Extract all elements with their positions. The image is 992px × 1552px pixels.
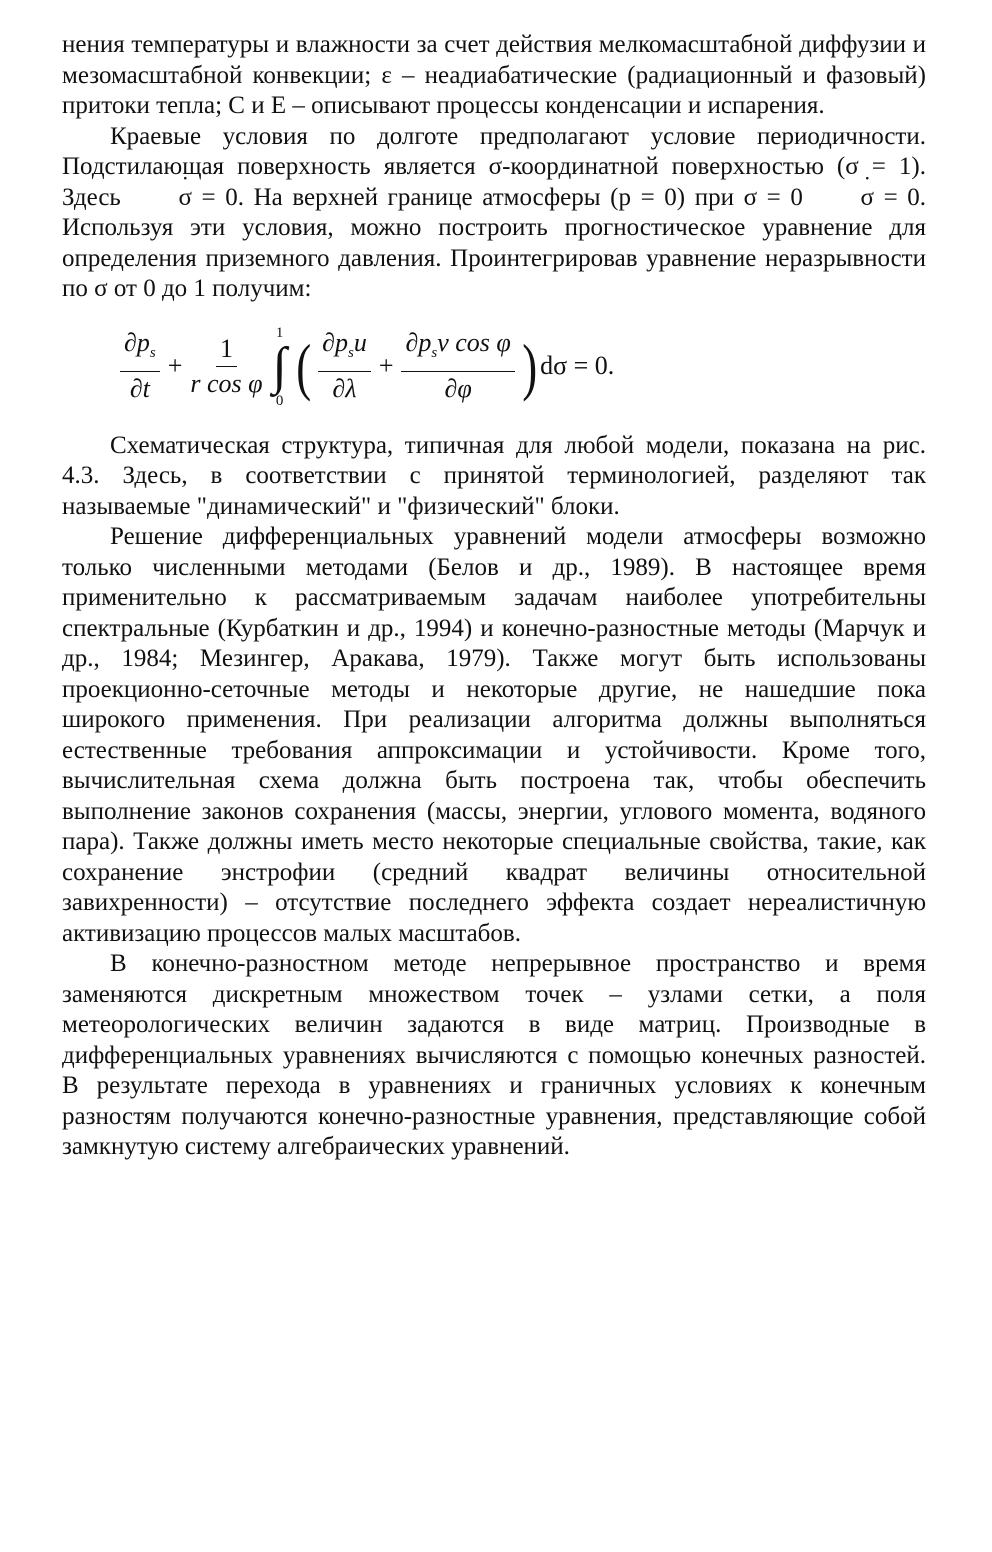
- numerator-b: u: [353, 328, 367, 358]
- fraction-1-rcos: [190, 334, 262, 400]
- integral-lower-limit: 0: [275, 392, 284, 409]
- integral-sign: [273, 325, 287, 409]
- subscript-s: s: [149, 345, 156, 362]
- denominator: r cos φ: [190, 369, 263, 398]
- right-parenthesis: ): [521, 330, 537, 402]
- boundary-text-1: Краевые условия по долготе предполагают условие периодичности. Подстилающая поверхность является σ-координатной поверхностью (σ = 1). Здесь: [62, 122, 926, 211]
- fraction-dps-dt: [120, 328, 160, 404]
- integral-upper-limit: 1: [275, 324, 284, 341]
- denominator: ∂t: [129, 374, 150, 404]
- paragraph-1: нения температуры и влажности за счет действия мелкомасштабной диффузии и мезомасштабной конвекции; ε – неадиабатические (радиационный и фазовый) притоки тепла; C и E – описывают процессы конденсации и испарения.: [62, 31, 926, 119]
- plus-sign: +: [378, 351, 394, 381]
- sigma-dot-symbol: ˙ σ: [130, 183, 191, 214]
- fraction-dpsu-dlambda: [318, 328, 371, 404]
- fraction-dpsvcos-dphi: [401, 328, 514, 404]
- denominator: ∂φ: [444, 374, 472, 404]
- subscript-s: s: [431, 345, 438, 362]
- subscript-s: s: [347, 345, 354, 362]
- paragraph-5: В конечно-разностном методе непрерывное пространство и время заменяются дискретным множеством точек – узлами сетки, а поля метеорологических величин задаются в виде матриц. Производные в дифференциальных уравнениях вычисляются с помощью конечных разностей. В результате перехода в уравнениях и граничных условиях к конечным разностям получаются конечно-разностные уравнения, представляющие собой замкнутую систему алгебраических уравнений.: [62, 950, 926, 1160]
- left-parenthesis: (: [295, 330, 311, 402]
- paragraph-4: Решение дифференциальных уравнений модели атмосферы возможно только численными методами (Белов и др., 1989). В настоящее время применительно к рассматриваемым задачам наиболее употребительны спектральные (Курбаткин и др., 1994) и конечно-разностные методы (Марчук и др., 1984; Мезингер, Аракава, 1979). Также могут быть использованы проекционно-сеточные методы и некоторые другие, не нашедшие пока широкого применения. При реализации алгоритма должны выполняться естественные требования аппроксимации и устойчивости. Кроме того, вычислительная схема должна быть построена так, чтобы обеспечить выполнение законов сохранения (массы, энергии, углового момента, водяного пара). Также должны иметь место некоторые специальные свойства, такие, как сохранение энстрофии (средний квадрат величины относительной завихренности) – отсутствие последнего эффекта создает нереалистичную активизацию процессов малых масштабов.: [62, 523, 926, 947]
- numerator-b: v cos φ: [437, 328, 511, 358]
- boundary-text-2: = 0. На верхней границе атмосферы (p = 0) при σ = 0: [201, 183, 803, 211]
- sigma-dot-symbol: ˙ σ: [812, 183, 873, 214]
- paragraph-3: Схематическая структура, типичная для любой модели, показана на рис. 4.3. Здесь, в соответствии с принятой терминологией, разделяют так называемые "динамический" и "физический" блоки.: [62, 431, 926, 520]
- integral-symbol: ∫: [272, 337, 287, 395]
- numerator: ∂p: [124, 328, 150, 358]
- numerator: 1: [216, 334, 237, 368]
- text-body: [62, 30, 926, 1163]
- boundary-text-3: = 0. Используя эти условия, можно построить прогностическое уравнение для определения приземного давления. Проинтегрировав уравнение неразрывности по σ от 0 до 1 получим:: [62, 183, 927, 302]
- plus-sign: +: [167, 351, 183, 381]
- pressure-tendency-formula: [116, 325, 926, 409]
- denominator: ∂λ: [332, 374, 357, 404]
- paragraph-boundary-conditions: [62, 122, 926, 305]
- numerator-a: ∂p: [322, 328, 348, 358]
- formula-tail: dσ = 0.: [540, 351, 615, 381]
- numerator-a: ∂p: [405, 328, 432, 358]
